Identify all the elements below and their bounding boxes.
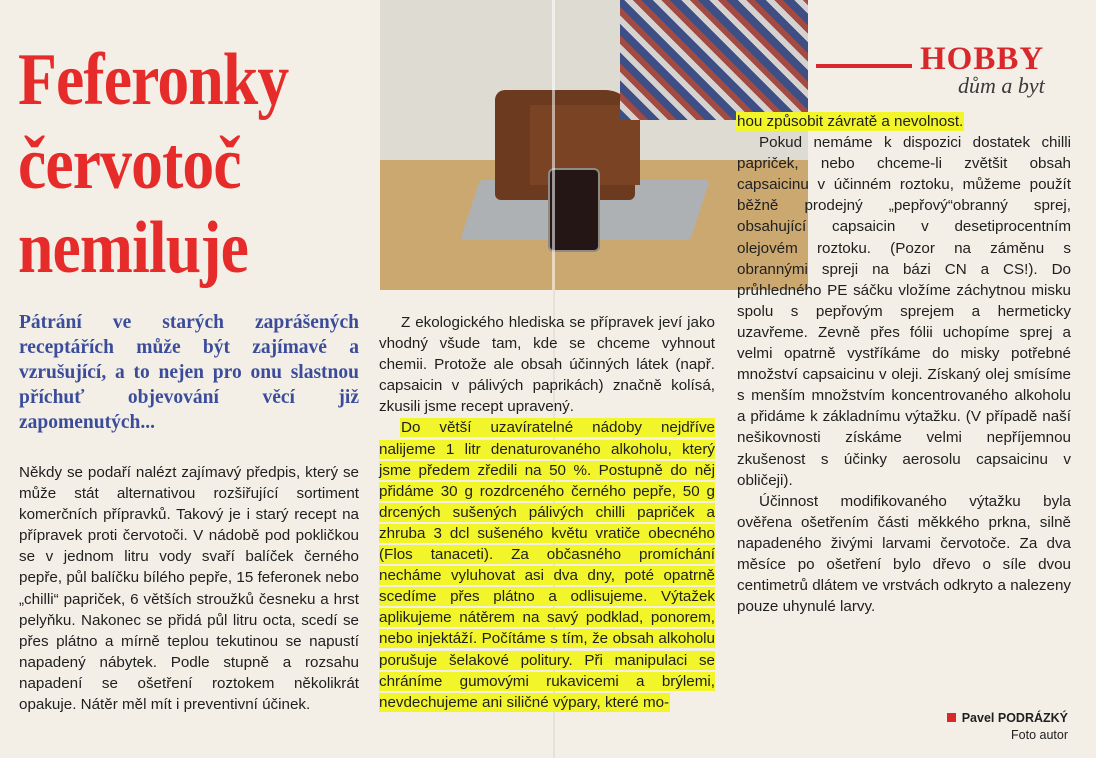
column-3-paragraph-1: [737, 111, 1071, 132]
lead-paragraph: Pátrání ve starých zaprášených receptářích může být zajímavé a vzrušující, a to nejen pro onu slastnou příchuť objevování věcí již zapomenutých...: [19, 312, 359, 433]
photo-jar: [548, 168, 600, 252]
hobby-logo: HOBBY: [920, 41, 1045, 77]
hobby-logo-subtitle: dům a byt: [958, 73, 1045, 98]
author-name: Pavel PODRÁZKÝ: [961, 711, 1068, 725]
headline-line-3: nemiluje: [18, 207, 248, 289]
column-3-paragraph-2: Pokud nemáme k dispozici dostatek chilli papriček, nebo chceme-li zvětšit obsah capsaicinu v účinném roztoku, můžeme použít běžně prodejný „pepřový“obranný sprej, obsahující capsaicin v desetiprocentním olejovém roztoku. (Pozor na záměnu s obrannými spreji na bázi CN a CS!). Do průhledného PE sáčku vložíme záchytnou misku spolu s pepřovým sprejem a hermeticky uzavřeme. Zevně přes fólii uchopíme sprej a velmi opatrně vystříkáme do misky potřebné množství capsaicinu v oleji. Získaný olej smísíme s menším množstvím koncentrovaného alkoholu a přidáme k základnímu výtažku. (V případě naší nešikovnosti získáme velmi nepříjemnou zkušenost s účinky aerosolu capsaicinu v obličeji).: [737, 134, 1071, 489]
column-2-paragraph-1: Z ekologického hlediska se přípravek jeví jako vhodný všude tam, kde se chceme vyhnout chemii. Protože ale obsah účinných látek (např. capsaicin v pálivých paprikách) značně kolísá, zkusili jsme recept upravený.: [379, 314, 715, 416]
article-column-1: [19, 462, 359, 715]
article-column-3: [737, 111, 1071, 617]
headline-line-2: červotoč: [18, 123, 241, 205]
highlighted-text: Do větší uzavíratelné nádoby nejdříve nalijeme 1 litr denaturovaného alkoholu, který jsme předem zředili na 50 %. Postupně do něj přidáme 30 g rozdrceného černého pepře, 50 g drcených sušených pálivých chilli papriček a zhruba 3 dcl sušeného květu vratiče obecného (Flos tanaceti). Za občasného promíchání necháme vyluhovat asi dva dny, poté opatrně scedíme přes plátno a odlisujeme. Výtažek aplikujeme nátěrem na savý podklad, ponorem, nebo injektáží. Počítáme s tím, že obsah alkoholu porušuje šelakové politury. Při manipulaci se chráníme gumovými rukavicemi a brýlemi, nevdechujeme ani siličné výpary, které mo-: [379, 419, 715, 711]
article-column-2: [379, 312, 715, 713]
headline-line-1: Feferonky: [18, 39, 289, 121]
red-square-icon: [947, 713, 956, 722]
highlighted-text-continued: hou způsobit závratě a nevolnost.: [737, 113, 964, 130]
column-3-paragraph-3: Účinnost modifikovaného výtažku byla ověřena ošetřením části měkkého prkna, silně napadeného živými larvami červotoče. Za dva měsíce po ošetření bylo dřevo o síle dvou centimetrů dlátem ve vrstvách odkryto a nalezeny pouze uhynulé larvy.: [737, 492, 1071, 616]
headline: [18, 38, 315, 290]
column-1-paragraph: Někdy se podaří nalézt zajímavý předpis, který se může stát alternativou rozšiřující sortiment komerčních přípravků. Takový je i starý recept na přípravek proti červotoči. V nádobě pod pokličkou se v jednom litru vody svaří balíček černého pepře, půl balíčku bílého pepře, 15 feferonek nebo „chilli“ papriček, 6 větších stroužků česneku a hrst pelyňku. Nakonec se přidá půl litru octa, scedí se přes plátno a mírně teplou tekutinou se napustí napadený nábytek. Podle stupně a rozsahu napadení se ošetření roztokem několikrát opakuje. Nátěr měl mít i preventivní účinek.: [19, 464, 359, 714]
logo-rule: [816, 64, 912, 68]
column-2-paragraph-2: [379, 417, 715, 712]
photo-sweater: [620, 0, 808, 120]
photo-credit: Foto autor: [1011, 728, 1068, 742]
byline: [947, 710, 1068, 744]
photo-fold: [552, 0, 555, 290]
